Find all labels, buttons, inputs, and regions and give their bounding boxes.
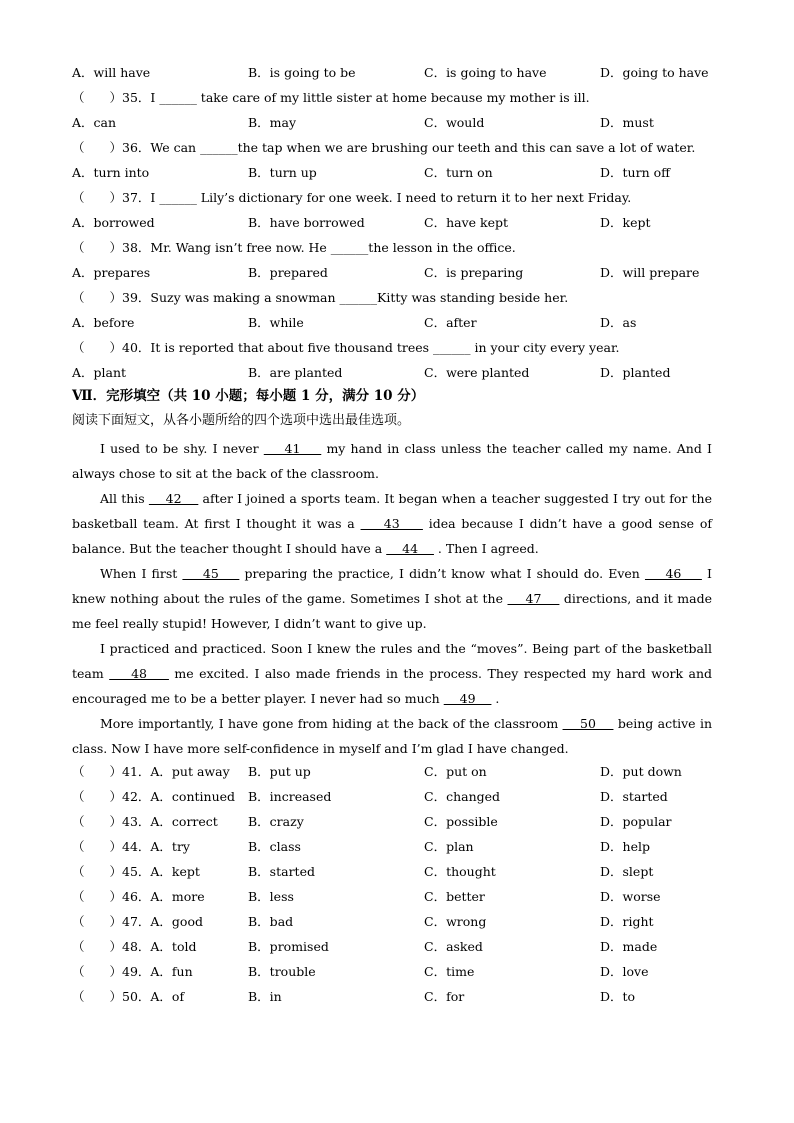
answer-row — [72, 762, 722, 782]
answer-row — [72, 962, 722, 982]
option-b: B．started — [248, 864, 315, 879]
options-row — [72, 313, 722, 333]
option-b: B．may — [248, 115, 297, 130]
option-d: D．started — [600, 789, 668, 804]
option-d: D．put down — [600, 764, 682, 779]
option-c: C．would — [424, 115, 485, 130]
question-text: （ ）38．Mr. Wang isn’t free now. He ______the lesson in the office. — [72, 240, 516, 255]
answer-row — [72, 812, 722, 832]
option-b: B．turn up — [248, 165, 317, 180]
option-d: D．love — [600, 964, 649, 979]
passage-paragraph: I used to be shy. I never 41 my hand in class unless the teacher called my name. And I always chose to sit at the back of the classroom. — [72, 441, 712, 481]
option-c: C．were planted — [424, 365, 530, 380]
option-d: D．going to have — [600, 65, 709, 80]
question-text: （ ）35．I ______ take care of my little sister at home because my mother is ill. — [72, 90, 590, 105]
option-d: D．turn off — [600, 165, 671, 180]
option-b: B．class — [248, 839, 301, 854]
passage-paragraph: I practiced and practiced. Soon I knew the rules and the “moves”. Being part of the basketball team 48 me excited. I also made friends in the process. They respected my hard work and encouraged me to be a better player. I never had so much 49 . — [72, 641, 712, 706]
blank-number[interactable]: 47 — [507, 591, 560, 606]
option-b: B．trouble — [248, 964, 316, 979]
option-a: A．plant — [72, 365, 127, 380]
answer-number-option-a: （ ）41．A．put away — [72, 764, 230, 779]
blank-number[interactable]: 48 — [109, 666, 169, 681]
section-instructions: 阅读下面短文，从各小题所给的四个选项中选出最佳选项。 — [72, 413, 411, 428]
option-d: D．to — [600, 989, 636, 1004]
option-c: C．turn on — [424, 165, 493, 180]
answer-number-option-a: （ ）50．A．of — [72, 989, 185, 1004]
blank-number[interactable]: 44 — [386, 541, 434, 556]
option-a: A．can — [72, 115, 117, 130]
answer-number-option-a: （ ）49．A．fun — [72, 964, 193, 979]
option-b: B．crazy — [248, 814, 304, 829]
blank-number[interactable]: 46 — [644, 566, 702, 581]
option-c: C．after — [424, 315, 477, 330]
blank-number[interactable]: 45 — [182, 566, 240, 581]
question-text: （ ）39．Suzy was making a snowman ______Kitty was standing beside her. — [72, 290, 569, 305]
blank-number[interactable]: 42 — [148, 491, 199, 506]
options-row — [72, 63, 722, 83]
option-d: D．must — [600, 115, 654, 130]
options-row — [72, 113, 722, 133]
option-b: B．less — [248, 889, 294, 904]
answer-row — [72, 887, 722, 907]
option-a: A．borrowed — [72, 215, 155, 230]
section-heading: Ⅶ．完形填空（共 10 小题；每小题 1 分，满分 10 分） — [72, 388, 425, 404]
option-c: C．plan — [424, 839, 474, 854]
blank-number[interactable]: 49 — [443, 691, 492, 706]
passage-paragraph: All this 42 after I joined a sports team. It began when a teacher suggested I try out for the basketball team. At first I thought it was a 43 idea because I didn’t have a good sense of balance. But the teacher thought I should have a 44 . Then I agreed. — [72, 491, 712, 556]
question-row — [72, 238, 722, 258]
answer-number-option-a: （ ）42．A．continued — [72, 789, 236, 804]
question-text: （ ）37．I ______ Lily’s dictionary for one week. I need to return it to her next Friday. — [72, 190, 632, 205]
answer-row — [72, 862, 722, 882]
answer-row — [72, 787, 722, 807]
answer-number-option-a: （ ）47．A．good — [72, 914, 203, 929]
answer-number-option-a: （ ）44．A．try — [72, 839, 190, 854]
question-row — [72, 288, 722, 308]
option-c: C．possible — [424, 814, 498, 829]
option-c: C．have kept — [424, 215, 508, 230]
option-a: A．will have — [72, 65, 151, 80]
option-d: D．help — [600, 839, 650, 854]
option-a: A．before — [72, 315, 135, 330]
option-a: A．prepares — [72, 265, 151, 280]
question-row — [72, 138, 722, 158]
passage-paragraph: When I first 45 preparing the practice, I didn’t know what I should do. Even 46 I knew nothing about the rules of the game. Sometimes I shot at the 47 directions, and it made me feel really stupid! However, I didn’t want to give up. — [72, 566, 712, 631]
option-d: D．made — [600, 939, 658, 954]
blank-number[interactable]: 43 — [360, 516, 423, 531]
option-b: B．prepared — [248, 265, 328, 280]
option-b: B．have borrowed — [248, 215, 365, 230]
option-c: C．put on — [424, 764, 487, 779]
blank-number[interactable]: 41 — [263, 441, 322, 456]
answer-number-option-a: （ ）45．A．kept — [72, 864, 200, 879]
option-c: C．changed — [424, 789, 501, 804]
answer-row — [72, 937, 722, 957]
option-b: B．promised — [248, 939, 329, 954]
option-c: C．asked — [424, 939, 483, 954]
question-text: （ ）40．It is reported that about five thousand trees ______ in your city every year. — [72, 340, 620, 355]
answer-number-option-a: （ ）46．A．more — [72, 889, 205, 904]
options-row — [72, 263, 722, 283]
option-d: D．will prepare — [600, 265, 700, 280]
option-b: B．is going to be — [248, 65, 356, 80]
options-row — [72, 363, 722, 383]
question-row — [72, 188, 722, 208]
option-c: C．is going to have — [424, 65, 547, 80]
option-d: D．right — [600, 914, 654, 929]
option-b: B．put up — [248, 764, 311, 779]
option-b: B．while — [248, 315, 304, 330]
answer-row — [72, 987, 722, 1007]
option-c: C．time — [424, 964, 475, 979]
option-c: C．is preparing — [424, 265, 524, 280]
option-c: C．thought — [424, 864, 496, 879]
option-c: C．for — [424, 989, 465, 1004]
question-row — [72, 338, 722, 358]
question-text: （ ）36．We can ______the tap when we are brushing our teeth and this can save a lot of water. — [72, 140, 696, 155]
answer-row — [72, 912, 722, 932]
option-d: D．popular — [600, 814, 672, 829]
option-b: B．are planted — [248, 365, 343, 380]
answer-number-option-a: （ ）43．A．correct — [72, 814, 218, 829]
cloze-passage — [72, 436, 712, 761]
option-b: B．bad — [248, 914, 294, 929]
options-row — [72, 213, 722, 233]
option-c: C．wrong — [424, 914, 487, 929]
option-b: B．in — [248, 989, 282, 1004]
option-c: C．better — [424, 889, 485, 904]
option-d: D．as — [600, 315, 637, 330]
option-a: A．turn into — [72, 165, 150, 180]
option-d: D．kept — [600, 215, 651, 230]
passage-paragraph: More importantly, I have gone from hiding at the back of the classroom 50 being active in class. Now I have more self-confidence in myself and I’m glad I have changed. — [72, 716, 713, 756]
blank-number[interactable]: 50 — [562, 716, 614, 731]
options-row — [72, 163, 722, 183]
option-d: D．planted — [600, 365, 671, 380]
option-d: D．worse — [600, 889, 661, 904]
option-b: B．increased — [248, 789, 332, 804]
option-d: D．slept — [600, 864, 654, 879]
answer-row — [72, 837, 722, 857]
question-row — [72, 88, 722, 108]
answer-number-option-a: （ ）48．A．told — [72, 939, 197, 954]
